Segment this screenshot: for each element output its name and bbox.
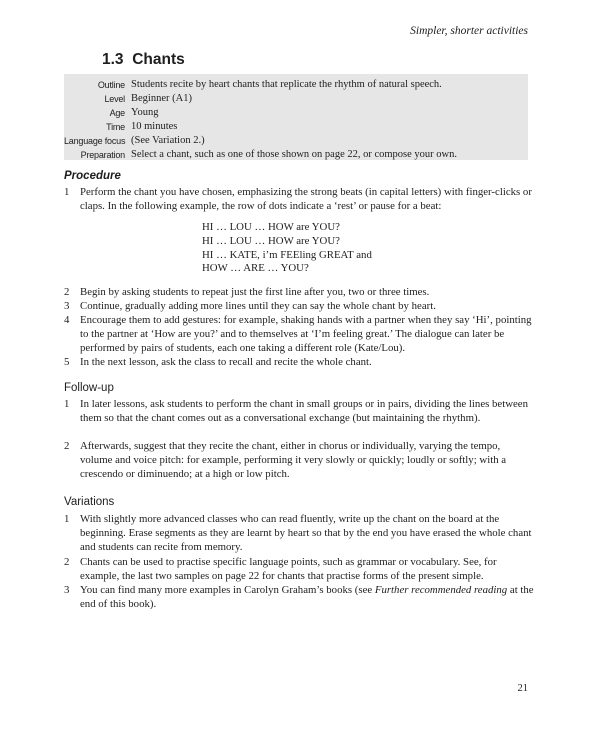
step-text: Begin by asking students to repeat just the first line after you, two or three times.	[80, 286, 430, 298]
item-number: 2	[64, 440, 70, 452]
procedure-step	[64, 300, 534, 314]
followup-item	[64, 440, 534, 481]
step-number: 5	[64, 356, 70, 368]
variation-item	[64, 556, 534, 584]
step-text: Encourage them to add gestures: for example, shaking hands with a partner when they say ‘Hi’, pointing to the partner at ‘How are you?’ and to themselves at ‘I’m feeling great.’ The dialogue can later be performed by pairs of students, each one taking a different role (Kate/Lou).	[80, 314, 532, 354]
step-text: Continue, gradually adding more lines until they can say the whole chant by heart.	[80, 300, 436, 312]
item-text: Chants can be used to practise specific language points, such as grammar or vocabulary. See, for example, the last two samples on page 22 for chants that practise forms of the present simple.	[80, 556, 497, 582]
meta-label: Language focus	[64, 136, 126, 146]
section-title-text: Chants	[132, 51, 185, 68]
meta-row-time	[64, 120, 528, 134]
meta-label: Time	[106, 122, 125, 132]
meta-row-outline	[64, 78, 528, 92]
item-text	[80, 584, 534, 612]
procedure-step	[64, 356, 534, 370]
meta-label: Level	[104, 94, 125, 104]
item-text: Afterwards, suggest that they recite the chant, either in chorus or individually, varying the tempo, volume and voice pitch: for example, performing it very slowly or quickly; loudly or softly; with a crescendo or diminuendo; at a high or low pitch.	[80, 440, 507, 480]
meta-label: Preparation	[80, 150, 125, 160]
item-number: 3	[64, 584, 70, 596]
step-number: 1	[64, 186, 70, 198]
followup-heading: Follow-up	[64, 382, 114, 394]
chant-line: HI … LOU … HOW are YOU?	[202, 221, 340, 233]
step-text: In the next lesson, ask the class to recall and recite the whole chant.	[80, 356, 372, 368]
chant-example	[202, 221, 372, 276]
step-text: Perform the chant you have chosen, emphasizing the strong beats (in capital letters) with finger-clicks or claps. In the following example, the row of dots indicate a ‘rest’ or pause for a beat:	[80, 186, 532, 212]
item-text: In later lessons, ask students to perform the chant in small groups or in pairs, dividing the lines between them so that the chant comes out as a conversational exchange (but maintaining the rhythm).	[80, 398, 528, 424]
activity-summary-box	[64, 74, 528, 160]
section-number: 1.3	[102, 51, 124, 68]
item-text-before: You can find many more examples in Carolyn Graham’s books (see	[80, 584, 375, 596]
item-number: 1	[64, 513, 70, 525]
meta-value: Students recite by heart chants that replicate the rhythm of natural speech.	[131, 79, 442, 90]
meta-value: Select a chant, such as one of those shown on page 22, or compose your own.	[131, 149, 458, 160]
chant-line: HI … LOU … HOW are YOU?	[202, 234, 340, 247]
meta-value: (See Variation 2.)	[131, 135, 205, 146]
meta-value: 10 minutes	[131, 121, 178, 132]
running-head: Simpler, shorter activities	[410, 25, 528, 37]
meta-label: Outline	[97, 80, 125, 90]
variation-item	[64, 513, 534, 554]
step-number: 4	[64, 314, 70, 326]
meta-row-level	[64, 92, 528, 106]
section-title	[102, 51, 185, 69]
meta-label: Age	[109, 108, 125, 118]
item-text: With slightly more advanced classes who can read fluently, write up the chant on the board at the beginning. Erase segments as they are learnt by heart so that by the end you have erased the whole chant and students can recite from memory.	[80, 513, 532, 553]
meta-row-preparation	[64, 148, 528, 162]
meta-value: Young	[131, 107, 159, 118]
followup-item	[64, 398, 534, 426]
step-number: 3	[64, 300, 70, 312]
book-reference: Further recommended reading	[374, 584, 508, 596]
procedure-step	[64, 286, 534, 300]
variation-item	[64, 584, 534, 612]
item-number: 2	[64, 556, 70, 568]
meta-value: Beginner (A1)	[131, 93, 192, 104]
step-number: 2	[64, 286, 70, 298]
page-number: 21	[517, 683, 528, 694]
item-number: 1	[64, 398, 70, 410]
variations-heading: Variations	[64, 496, 115, 508]
meta-row-language-focus	[64, 134, 528, 148]
procedure-heading: Procedure	[64, 170, 121, 182]
chant-line: HI … KATE, i’m FEEling GREAT and	[202, 248, 372, 261]
procedure-step	[64, 314, 534, 355]
item-text-after: at the end of this book).	[80, 584, 534, 610]
procedure-step	[64, 186, 534, 214]
meta-row-age	[64, 106, 528, 120]
chant-line: HOW … ARE … YOU?	[202, 262, 309, 275]
